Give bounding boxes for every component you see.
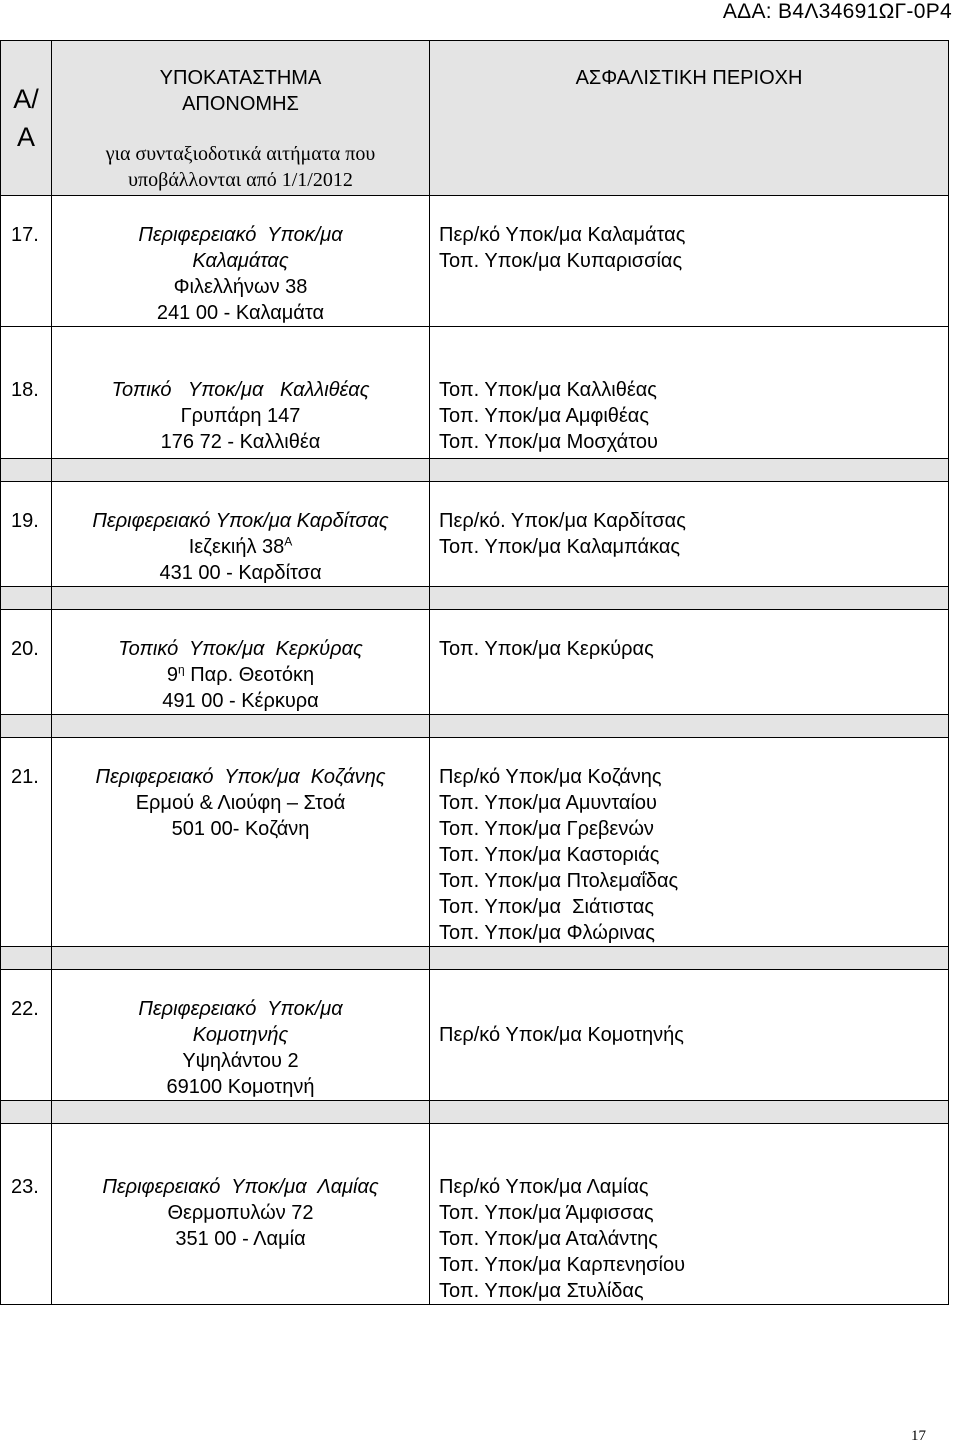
branch-postcode: 491 00 - Κέρκυρα [162, 690, 319, 712]
separator-cell [430, 947, 949, 970]
separator-cell [430, 459, 949, 482]
branch-address [52, 1048, 429, 1074]
address-street: Υψηλάντου 2 [182, 1050, 299, 1072]
row-number: 23. [1, 1124, 52, 1305]
separator-cell [1, 1101, 52, 1124]
area-cell [430, 327, 949, 459]
row-number: 21. [1, 738, 52, 947]
address-street: Παρ. Θεοτόκη [184, 664, 315, 686]
branch-name: Περιφερειακό Υποκ/μα [138, 998, 343, 1020]
separator-row [1, 715, 949, 738]
area-item: Περ/κό Υποκ/μα Κοζάνης [439, 766, 662, 788]
separator-row [1, 1101, 949, 1124]
branch-name: Περιφερειακό Υποκ/μα Κοζάνης [95, 766, 386, 788]
branch-name: Καλαμάτας [192, 250, 289, 272]
branch-postcode: 241 00 - Καλαμάτα [156, 302, 325, 324]
area-cell [430, 610, 949, 715]
area-item: Περ/κό Υποκ/μα Καλαμάτας [439, 224, 686, 246]
branch-name: Περιφερειακό Υποκ/μα [138, 224, 343, 246]
table-row [1, 196, 949, 327]
header-area: ΑΣΦΑΛΙΣΤΙΚΗ ΠΕΡΙΟΧΗ [430, 41, 949, 196]
header-branch-subtitle-line: για συνταξιοδοτικά αιτήματα που [105, 143, 376, 165]
area-item: Τοπ. Υποκ/μα Γρεβενών [439, 818, 654, 840]
separator-cell [1, 715, 52, 738]
separator-cell [430, 587, 949, 610]
separator-cell [52, 947, 430, 970]
separator-cell [52, 715, 430, 738]
branch-postcode: 501 00- Κοζάνη [171, 818, 310, 840]
branch-name: Τοπικό Υποκ/μα Καλλιθέας [111, 379, 370, 401]
table-row [1, 327, 949, 459]
address-superscript: η [177, 662, 185, 677]
branch-name: Περιφερειακό Υποκ/μα Λαμίας [102, 1176, 379, 1198]
row-number: 20. [1, 610, 52, 715]
area-cell [430, 482, 949, 587]
area-item: Τοπ. Υποκ/μα Αμυνταίου [439, 792, 657, 814]
area-item: Τοπ. Υποκ/μα Καστοριάς [439, 844, 660, 866]
branch-postcode: 69100 Κομοτηνή [166, 1076, 315, 1098]
area-cell [430, 196, 949, 327]
branch-cell [52, 196, 430, 327]
separator-cell [430, 715, 949, 738]
address-street: Γρυπάρη 147 [180, 405, 301, 427]
row-number: 17. [1, 196, 52, 327]
table-row [1, 738, 949, 947]
area-cell [430, 1124, 949, 1305]
header-serial [1, 41, 52, 196]
branch-address [52, 403, 429, 429]
area-item: Τοπ. Υποκ/μα Πτολεμαΐδας [439, 870, 679, 892]
header-branch [52, 41, 430, 196]
separator-cell [1, 459, 52, 482]
area-item: Περ/κό Υποκ/μα Κομοτηνής [439, 1024, 684, 1046]
branch-cell [52, 482, 430, 587]
area-item: Τοπ. Υποκ/μα Αμφιθέας [439, 405, 649, 427]
branch-address [52, 662, 429, 688]
header-branch-subtitle-line: υποβάλλονται από 1/1/2012 [128, 169, 353, 191]
area-item: Τοπ. Υποκ/μα Καρπενησίου [439, 1254, 686, 1276]
separator-cell [52, 1101, 430, 1124]
area-item: Τοπ. Υποκ/μα Μοσχάτου [439, 431, 658, 453]
area-item: Τοπ. Υποκ/μα Στυλίδας [439, 1280, 644, 1302]
area-item: Τοπ. Υποκ/μα Κερκύρας [439, 638, 654, 660]
branch-table [0, 40, 949, 1305]
table-row [1, 610, 949, 715]
address-street: Φιλελλήνων 38 [173, 276, 308, 298]
table-row [1, 970, 949, 1101]
branch-postcode: 431 00 - Καρδίτσα [159, 562, 322, 584]
area-cell [430, 970, 949, 1101]
branch-address [52, 790, 429, 816]
address-number: 9 [166, 664, 178, 686]
separator-cell [430, 1101, 949, 1124]
branch-name: Περιφερειακό Υποκ/μα Καρδίτσας [92, 510, 389, 532]
address-street: Θερμοπυλών 72 [167, 1202, 314, 1224]
separator-cell [52, 587, 430, 610]
area-item [439, 996, 948, 1022]
row-number: 18. [1, 327, 52, 459]
area-item: Τοπ. Υποκ/μα Αταλάντης [439, 1228, 658, 1250]
area-item: Περ/κό Υποκ/μα Λαμίας [439, 1176, 649, 1198]
branch-address [52, 1200, 429, 1226]
area-cell [430, 738, 949, 947]
area-item: Τοπ. Υποκ/μα Καλαμπάκας [439, 536, 681, 558]
area-item: Περ/κό. Υποκ/μα Καρδίτσας [439, 510, 686, 532]
branch-name: Τοπικό Υποκ/μα Κερκύρας [118, 638, 363, 660]
header-branch-subtitle [52, 141, 429, 193]
branch-cell [52, 1124, 430, 1305]
address-street: Ερμού & Λιούφη – Στοά [135, 792, 346, 814]
row-number: 19. [1, 482, 52, 587]
separator-row [1, 459, 949, 482]
branch-cell [52, 610, 430, 715]
branch-cell [52, 327, 430, 459]
branch-name: Κομοτηνής [192, 1024, 289, 1046]
branch-address [52, 274, 429, 300]
header-branch-title: ΑΠΟΝΟΜΗΣ [182, 93, 299, 115]
ada-code: ΑΔΑ: Β4Λ34691ΩΓ-0Ρ4 [722, 0, 952, 23]
branch-postcode: 351 00 - Λαμία [175, 1228, 306, 1250]
area-item: Τοπ. Υποκ/μα Κυπαρισσίας [439, 250, 683, 272]
table-header-row [1, 41, 949, 196]
row-number: 22. [1, 970, 52, 1101]
separator-cell [52, 459, 430, 482]
address-street: Ιεζεκιήλ 38 [188, 536, 285, 558]
area-item: Τοπ. Υποκ/μα Άμφισσας [439, 1202, 654, 1224]
page-number: 17 [911, 1428, 926, 1444]
header-serial-line: Α [16, 122, 35, 152]
branch-address [52, 534, 429, 560]
address-superscript: Α [284, 534, 293, 549]
separator-cell [1, 587, 52, 610]
separator-row [1, 587, 949, 610]
branch-postcode: 176 72 - Καλλιθέα [160, 431, 321, 453]
header-branch-title: ΥΠΟΚΑΤΑΣΤΗΜΑ [159, 67, 322, 89]
header-serial-line: Α/ [13, 84, 39, 114]
separator-row [1, 947, 949, 970]
area-item: Τοπ. Υποκ/μα Καλλιθέας [439, 379, 657, 401]
table-row [1, 482, 949, 587]
area-item: Τοπ. Υποκ/μα Φλώρινας [439, 922, 655, 944]
separator-cell [1, 947, 52, 970]
area-item: Τοπ. Υποκ/μα Σιάτιστας [439, 896, 655, 918]
branch-cell [52, 738, 430, 947]
table-row [1, 1124, 949, 1305]
branch-cell [52, 970, 430, 1101]
